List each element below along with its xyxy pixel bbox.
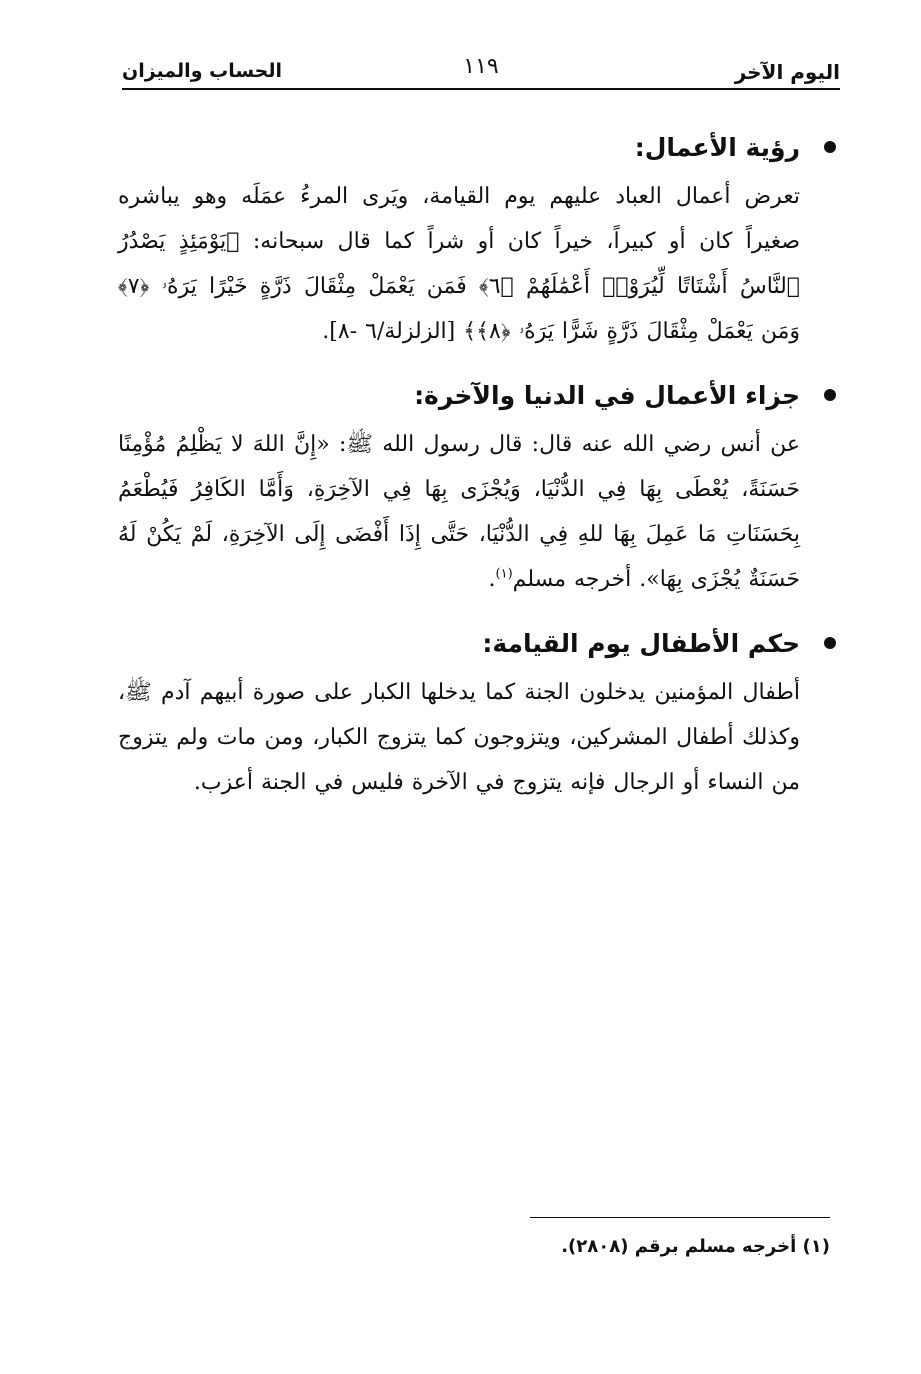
bullet-icon bbox=[824, 637, 836, 649]
sentence-end: . bbox=[488, 567, 496, 592]
footnote-divider bbox=[530, 1217, 830, 1218]
verse-citation: [الزلزلة/٦ -٨]. bbox=[322, 319, 464, 344]
section-heading: حكم الأطفال يوم القيامة: bbox=[118, 622, 800, 666]
footnote-marker[interactable]: (١) bbox=[495, 566, 513, 582]
hadith-citation: . أخرجه مسلم bbox=[512, 567, 647, 592]
section-heading: رؤية الأعمال: bbox=[118, 126, 800, 170]
bullet-icon bbox=[824, 389, 836, 401]
paragraph-text: عن أنس رضي الله عنه قال: قال رسول الله ﷺ: bbox=[329, 432, 801, 457]
section-paragraph bbox=[118, 174, 800, 354]
section-paragraph: أطفال المؤمنين يدخلون الجنة كما يدخلها الكبار على صورة أبيهم آدم ﷺ، وكذلك أطفال المشركين، ويتزوجون كما يتزوج الكبار، ومن مات ولم يتزوج من النساء أو الرجال فإنه يتزوج في الآخرة فليس في الجنة أعزب. bbox=[118, 680, 800, 795]
chapter-title: اليوم الآخر bbox=[734, 60, 840, 84]
footnote: (١) أخرجه مسلم برقم (٢٨٠٨). bbox=[561, 1236, 830, 1257]
section-seeing-deeds bbox=[118, 126, 800, 362]
section-running-title: الحساب والميزان bbox=[122, 60, 283, 82]
hadith-text: «إِنَّ اللهَ لا يَظْلِمُ مُؤْمِنًا حَسَنَةً، يُعْطَى بِهَا فِي الدُّنْيَا، وَيُجْزَى بِهَا فِي الآخِرَةِ، وَأَمَّا الكَافِرُ فَيُطْعَمُ بِحَسَنَاتِ مَا عَمِلَ بِهَا للهِ فِي الدُّنْيَا، حَتَّى إِذَا أَفْضَى إِلَى الآخِرَةِ، لَمْ يَكُنْ لَهُ حَسَنَةٌ يُجْزَى بِهَا» bbox=[118, 432, 800, 592]
quran-verse: ﴿يَوْمَئِذٍ يَصْدُرُ ٱلنَّاسُ أَشْتَاتًا لِّيُرَوْا۟ أَعْمَٰلَهُمْ ﴿٦﴾ فَمَن يَعْمَلْ مِثْقَالَ ذَرَّةٍ خَيْرًا يَرَهُۥ ﴿٧﴾ وَمَن يَعْمَلْ مِثْقَالَ ذَرَّةٍ شَرًّا يَرَهُۥ ﴿٨﴾﴾ bbox=[118, 229, 800, 344]
bullet-icon bbox=[824, 141, 836, 153]
section-children bbox=[118, 622, 800, 813]
section-heading: جزاء الأعمال في الدنيا والآخرة: bbox=[118, 374, 800, 418]
running-header bbox=[122, 52, 840, 90]
paragraph-text: تعرض أعمال العباد عليهم يوم القيامة، ويَرى المرءُ عمَلَه وهو يباشره صغيراً كان أو كبيراً، خيراً كان أو شراً كما قال سبحانه: bbox=[118, 184, 800, 254]
page-number: ١١٩ bbox=[463, 54, 499, 79]
section-paragraph bbox=[118, 422, 800, 602]
section-recompense bbox=[118, 374, 800, 610]
